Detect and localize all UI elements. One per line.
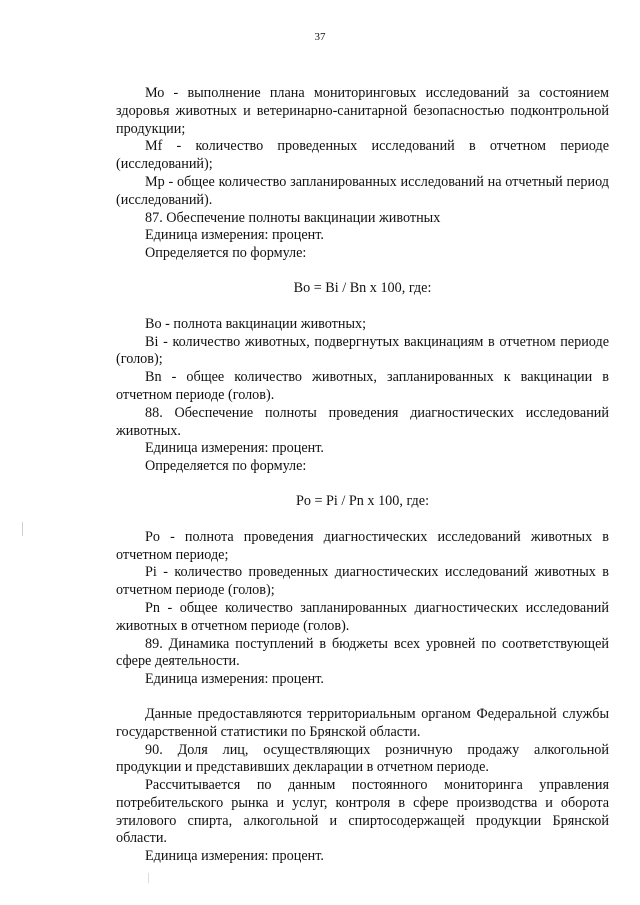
item-88-title: 88. Обеспечение полноты проведения диагностических исследований животных.	[116, 404, 609, 439]
mo-definition: Мо - выполнение плана мониторинговых исследований за состоянием здоровья животных и ветеринарно-санитарной безопасностью подконтрольной продукции;	[116, 85, 609, 137]
item-89-unit: Единица измерения: процент.	[145, 671, 324, 688]
item-88-formula: Po = Pi / Pn х 100, где:	[295, 492, 430, 509]
page-number: 37	[314, 31, 326, 43]
item-87-formula-intro: Определяется по формуле:	[145, 245, 307, 262]
mp-definition: Mp - общее количество запланированных исследований на отчетный период (исследований).	[116, 173, 609, 208]
po-definition: Po - полнота проведения диагностических исследований животных в отчетном периоде;	[116, 528, 609, 563]
item-90-unit: Единица измерения: процент.	[145, 848, 324, 865]
item-90-calculation: Рассчитывается по данным постоянного мониторинга управления потребительского рынка и услуг, контроля в сфере производства и оборота этилового спирта, алкогольной и спиртосодержащей продукции Брянской области.	[116, 777, 609, 847]
item-87-formula: Bo = Bi / Bn х 100, где:	[293, 279, 432, 296]
bn-definition: Bn - общее количество животных, запланированных к вакцинации в отчетном периоде (голов).	[116, 369, 609, 403]
data-source: Данные предоставляются территориальным органом Федеральной службы государственной статистики по Брянской области.	[116, 705, 609, 740]
item-87-title: 87. Обеспечение полноты вакцинации животных	[145, 209, 441, 226]
item-88-unit: Единица измерения: процент.	[145, 440, 324, 457]
bo-definition: Bo - полнота вакцинации животных;	[145, 315, 367, 332]
item-90-title: 90. Доля лиц, осуществляющих розничную продажу алкогольной продукции и представивших декларации в отчетном периоде.	[116, 741, 609, 776]
pn-definition: Pn - общее количество запланированных диагностических исследований животных в отчетном периоде (голов).	[116, 599, 609, 634]
pi-definition: Pi - количество проведенных диагностических исследований животных в отчетном периоде (голов);	[116, 564, 609, 599]
mf-definition: Mf - количество проведенных исследований в отчетном периоде (исследований);	[116, 138, 609, 173]
item-89-title: 89. Динамика поступлений в бюджеты всех уровней по соответствующей сфере деятельности.	[116, 635, 609, 670]
item-88-formula-intro: Определяется по формуле:	[145, 458, 307, 475]
scan-artifact	[22, 522, 23, 536]
item-87-unit: Единица измерения: процент.	[145, 227, 324, 244]
bi-definition: Bi - количество животных, подвергнутых вакцинациям в отчетном периоде (голов);	[116, 333, 609, 368]
document-body	[116, 85, 609, 866]
scan-artifact	[148, 873, 149, 883]
